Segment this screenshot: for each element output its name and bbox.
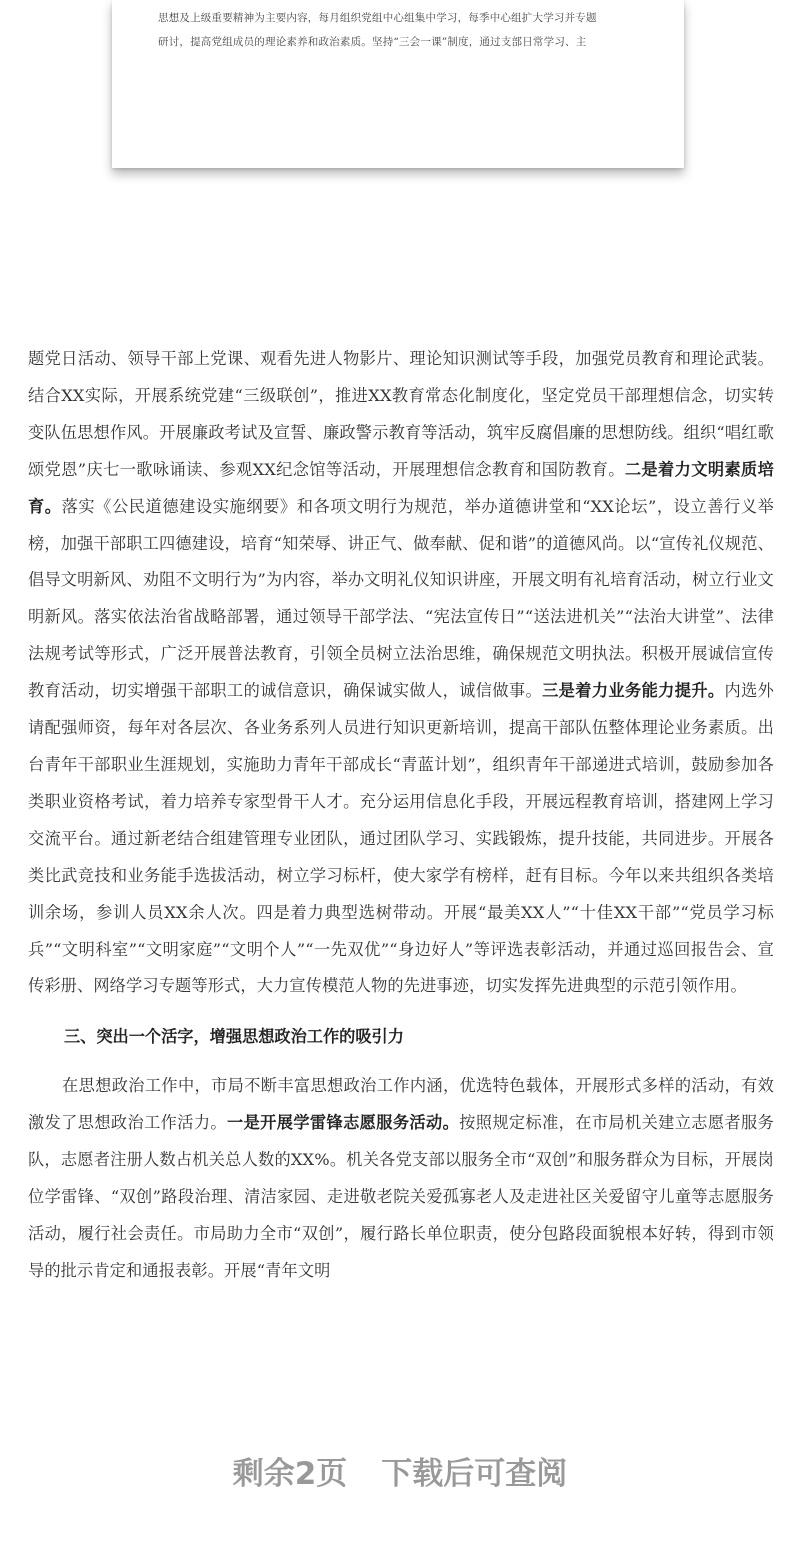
bold-subheading: 三是着力业务能力提升。	[542, 681, 725, 701]
section-heading-3: 三、突出一个活字，增强思想政治工作的吸引力	[64, 1027, 404, 1047]
paragraph-text: 落实《公民道德建设实施纲要》和各项文明行为规范，举办道德讲堂和“XX论坛”，设立善行义举榜，加强干部职工四德建设，培育“知荣辱、讲正气、做奉献、促和谐”的道德风尚。以“宣传礼仪规范、倡导文明新风、劝阻不文明行为”为内容，举办文明礼仪知识讲座，开展文明有礼培育活动，树立行业文明新风。落实依法治省战略部署，通过领导干部学法、“宪法宣传日”“送法进机关”“法治大讲堂”、法律法规考试等形式，广泛开展普法教育，引领全员树立法治思维，确保规范文明执法。积极开展诚信宣传教育活动，切实增强干部职工的诚信意识，确保诚实做人，诚信做事。	[28, 496, 774, 701]
paragraph-text: 按照规定标准，在市局机关建立志愿者服务队，志愿者注册人数占机关总人数的XX%。机关各党支部以服务全市“双创”和服务群众为目标，开展岗位学雷锋、“双创”路段治理、清洁家园、走进敬老院关爱孤寡老人及走进社区关爱留守儿童等志愿服务活动，履行社会责任。市局助力全市“双创”，履行路长单位职责，使分包路段面貌根本好转，得到市领导的批示肯定和通报表彰。开展“青年文明	[28, 1113, 774, 1280]
download-to-view-text: 下载后可查阅	[381, 1456, 568, 1492]
remaining-pages-text: 剩余2页	[232, 1456, 348, 1492]
body-paragraph	[28, 1068, 774, 1289]
paragraph-text: 题党日活动、领导干部上党课、观看先进人物影片、理论知识测试等手段，加强党员教育和理论武装。结合XX实际，开展系统党建“三级联创”，推进XX教育常态化制度化，坚定党员干部理想信念，切实转变队伍思想作风。开展廉政考试及宣誓、廉政警示教育等活动，筑牢反腐倡廉的思想防线。组织“唱红歌颂党恩”庆七一歌咏诵读、参观XX纪念馆等活动，开展理想信念教育和国防教育。	[28, 349, 774, 479]
paragraph-text: 在思想政治工作中，市局不断丰富思想政治工作内涵，优选特色载体，开展形式多样的活动，有效激发了思想政治工作活力。	[28, 1076, 774, 1133]
bold-subheading: 一是开展学雷锋志愿服务活动。	[227, 1113, 460, 1133]
bold-subheading: 二是着力文明素质培育。	[28, 459, 774, 516]
document-body	[28, 341, 774, 1290]
download-prompt[interactable]	[0, 1448, 800, 1493]
body-paragraph-continued	[28, 341, 774, 1005]
paragraph-text: 内选外请配强师资，每年对各层次、各业务系列人员进行知识更新培训，提高干部队伍整体理论业务素质。出台青年干部职业生涯规划，实施助力青年干部成长“青蓝计划”，组织青年干部递进式培训，鼓励参加各类职业资格考试，着力培养专家型骨干人才。充分运用信息化手段，开展远程教育培训，搭建网上学习交流平台。通过新老结合组建管理专业团队，通过团队学习、实践锻炼，提升技能，共同进步。开展各类比武竞技和业务能手选拔活动，树立学习标杆，使大家学有榜样，赶有目标。今年以来共组织各类培训余场，参训人员XX余人次。四是着力典型选树带动。开展“最美XX人”“十佳XX干部”“党员学习标兵”“文明科室”“文明家庭”“文明个人”“一先双优”“身边好人”等评选表彰活动，并通过巡回报告会、宣传彩册、网络学习专题等形式，大力宣传模范人物的先进事迹，切实发挥先进典型的示范引领作用。	[28, 681, 775, 996]
preview-line-2: 研讨，提高党组成员的理论素养和政治素质。坚持“三会一课”制度，通过支部日常学习、主	[158, 36, 587, 48]
preview-line-1: 思想及上级重要精神为主要内容，每月组织党组中心组集中学习，每季中心组扩大学习并专题	[158, 12, 597, 24]
document-preview-card	[112, 0, 684, 168]
